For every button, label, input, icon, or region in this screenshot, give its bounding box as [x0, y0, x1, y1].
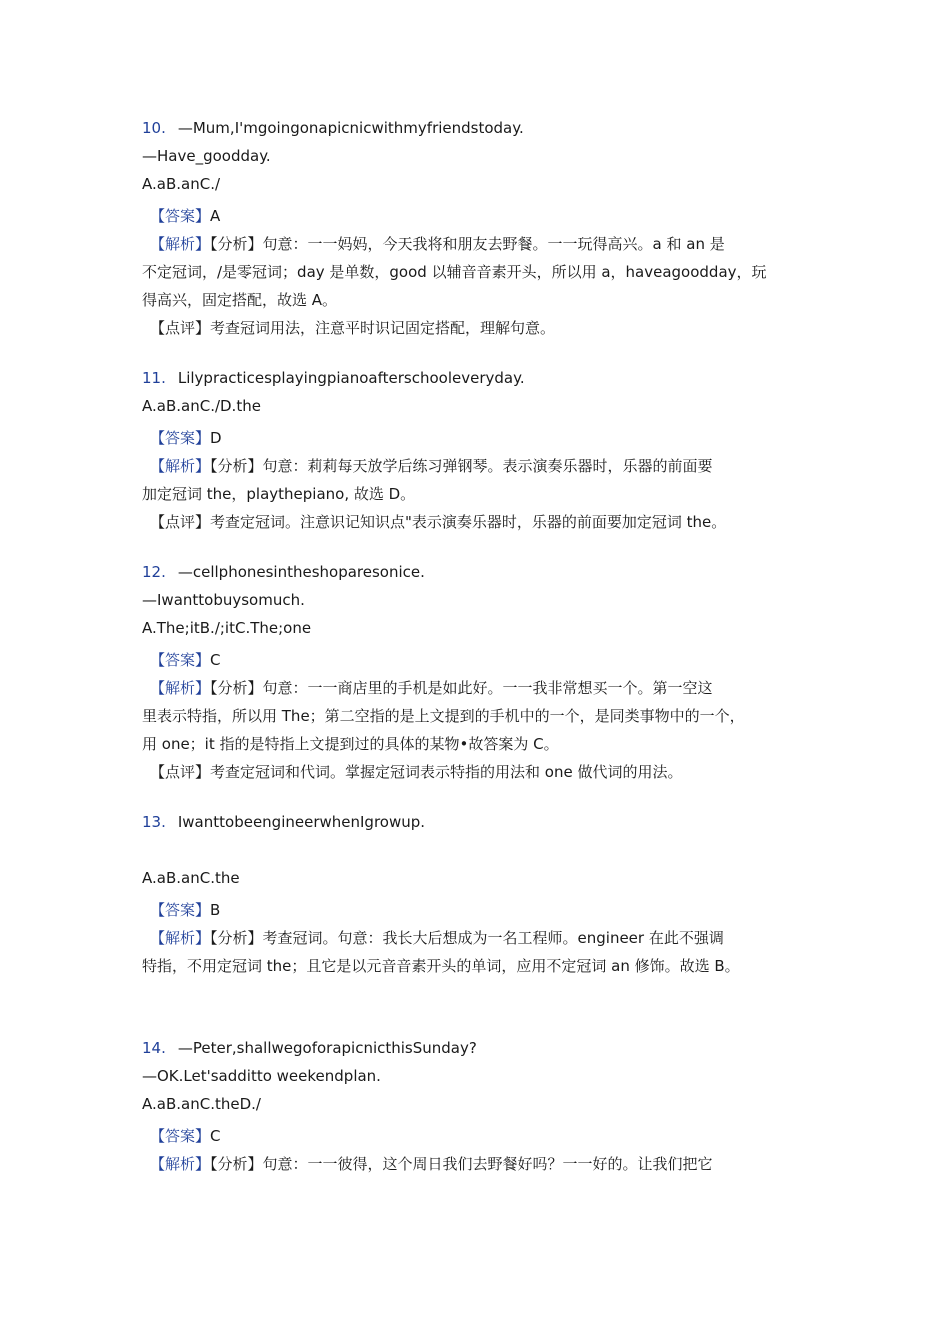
answer-line: [142, 424, 822, 452]
analysis: 【解析】【分析】考查冠词。句意：我长大后想成为一名工程师。engineer 在此不强调 特指，不用定冠词 the；且它是以元音音素开头的单词，应用不定冠词 an 修饰。故选 B。: [142, 929, 740, 975]
question-number: 10.: [142, 119, 166, 137]
analysis: 【解析】【分析】句意：莉莉每天放学后练习弹钢琴。表示演奏乐器时，乐器的前面要 加定冠词 the，playthepiano, 故选 D。: [142, 457, 713, 503]
question-line: —Iwanttobuysomuch.: [142, 591, 305, 609]
answer-line: [142, 1122, 822, 1150]
answer-label: 【答案】: [150, 1127, 211, 1145]
blank-line: [142, 836, 822, 864]
question-10: [142, 114, 822, 342]
question-list: [142, 114, 822, 1196]
question-number: 11.: [142, 369, 166, 387]
analysis-label: 【解析】: [150, 235, 211, 253]
answer-value: D: [210, 429, 222, 447]
answer-label: 【答案】: [150, 901, 211, 919]
answer-label: 【答案】: [150, 207, 211, 225]
answer-line: [142, 896, 822, 924]
question-stem: 12. —cellphonesintheshoparesonice.: [142, 563, 425, 581]
question-stem: 13. IwanttobeengineerwhenIgrowup.: [142, 813, 426, 831]
comment: 【点评】考查定冠词和代词。掌握定冠词表示特指的用法和 one 做代词的用法。: [150, 763, 683, 781]
question-number: 13.: [142, 813, 166, 831]
question-number: 12.: [142, 563, 166, 581]
question-line: —OK.Let'sadditto weekendplan.: [142, 1067, 381, 1085]
answer-line: [142, 202, 822, 230]
question-options: A.aB.anC.theD./: [142, 1095, 261, 1113]
question-number: 14.: [142, 1039, 166, 1057]
analysis-label: 【解析】: [150, 1155, 211, 1173]
question-stem: 10. —Mum,I'mgoingonapicnicwithmyfriendstoday.: [142, 119, 524, 137]
question-12: [142, 558, 822, 786]
analysis-label: 【解析】: [150, 679, 211, 697]
answer-label: 【答案】: [150, 429, 211, 447]
answer-line: [142, 646, 822, 674]
analysis: 【解析】【分析】句意：一一妈妈，今天我将和朋友去野餐。一一玩得高兴。a 和 an 是 不定冠词，/是零冠词；day 是单数，good 以辅音音素开头，所以用 a，haveagoodday，玩 得高兴，固定搭配，故选 A。: [142, 235, 767, 309]
answer-value: C: [210, 651, 221, 669]
question-options: A.The;itB./;itC.The;one: [142, 619, 312, 637]
answer-value: C: [210, 1127, 221, 1145]
question-13: [142, 808, 822, 980]
analysis: 【解析】【分析】句意：一一彼得，这个周日我们去野餐好吗？一一好的。让我们把它: [150, 1155, 713, 1173]
comment: 【点评】考查定冠词。注意识记知识点"表示演奏乐器时，乐器的前面要加定冠词 the。: [150, 513, 727, 531]
answer-value: A: [210, 207, 221, 225]
analysis-label: 【解析】: [150, 929, 211, 947]
question-options: A.aB.anC.the: [142, 869, 240, 887]
answer-value: B: [210, 901, 221, 919]
question-options: A.aB.anC./: [142, 175, 221, 193]
analysis: 【解析】【分析】句意：一一商店里的手机是如此好。一一我非常想买一个。第一空这 里表示特指，所以用 The；第二空指的是上文提到的手机中的一个，是同类事物中的一个， 用 one；it 指的是特指上文提到过的具体的某物•故答案为 C。: [142, 679, 745, 753]
answer-label: 【答案】: [150, 651, 211, 669]
analysis-label: 【解析】: [150, 457, 211, 475]
question-11: [142, 364, 822, 536]
comment: 【点评】考查冠词用法，注意平时识记固定搭配，理解句意。: [150, 319, 556, 337]
question-stem: 11. Lilypracticesplayingpianoafterschooleveryday.: [142, 369, 525, 387]
question-stem: 14. —Peter,shallwegoforapicnicthisSunday?: [142, 1039, 477, 1057]
question-14: [142, 1034, 822, 1178]
question-options: A.aB.anC./D.the: [142, 397, 261, 415]
question-line: —Have_goodday.: [142, 147, 271, 165]
